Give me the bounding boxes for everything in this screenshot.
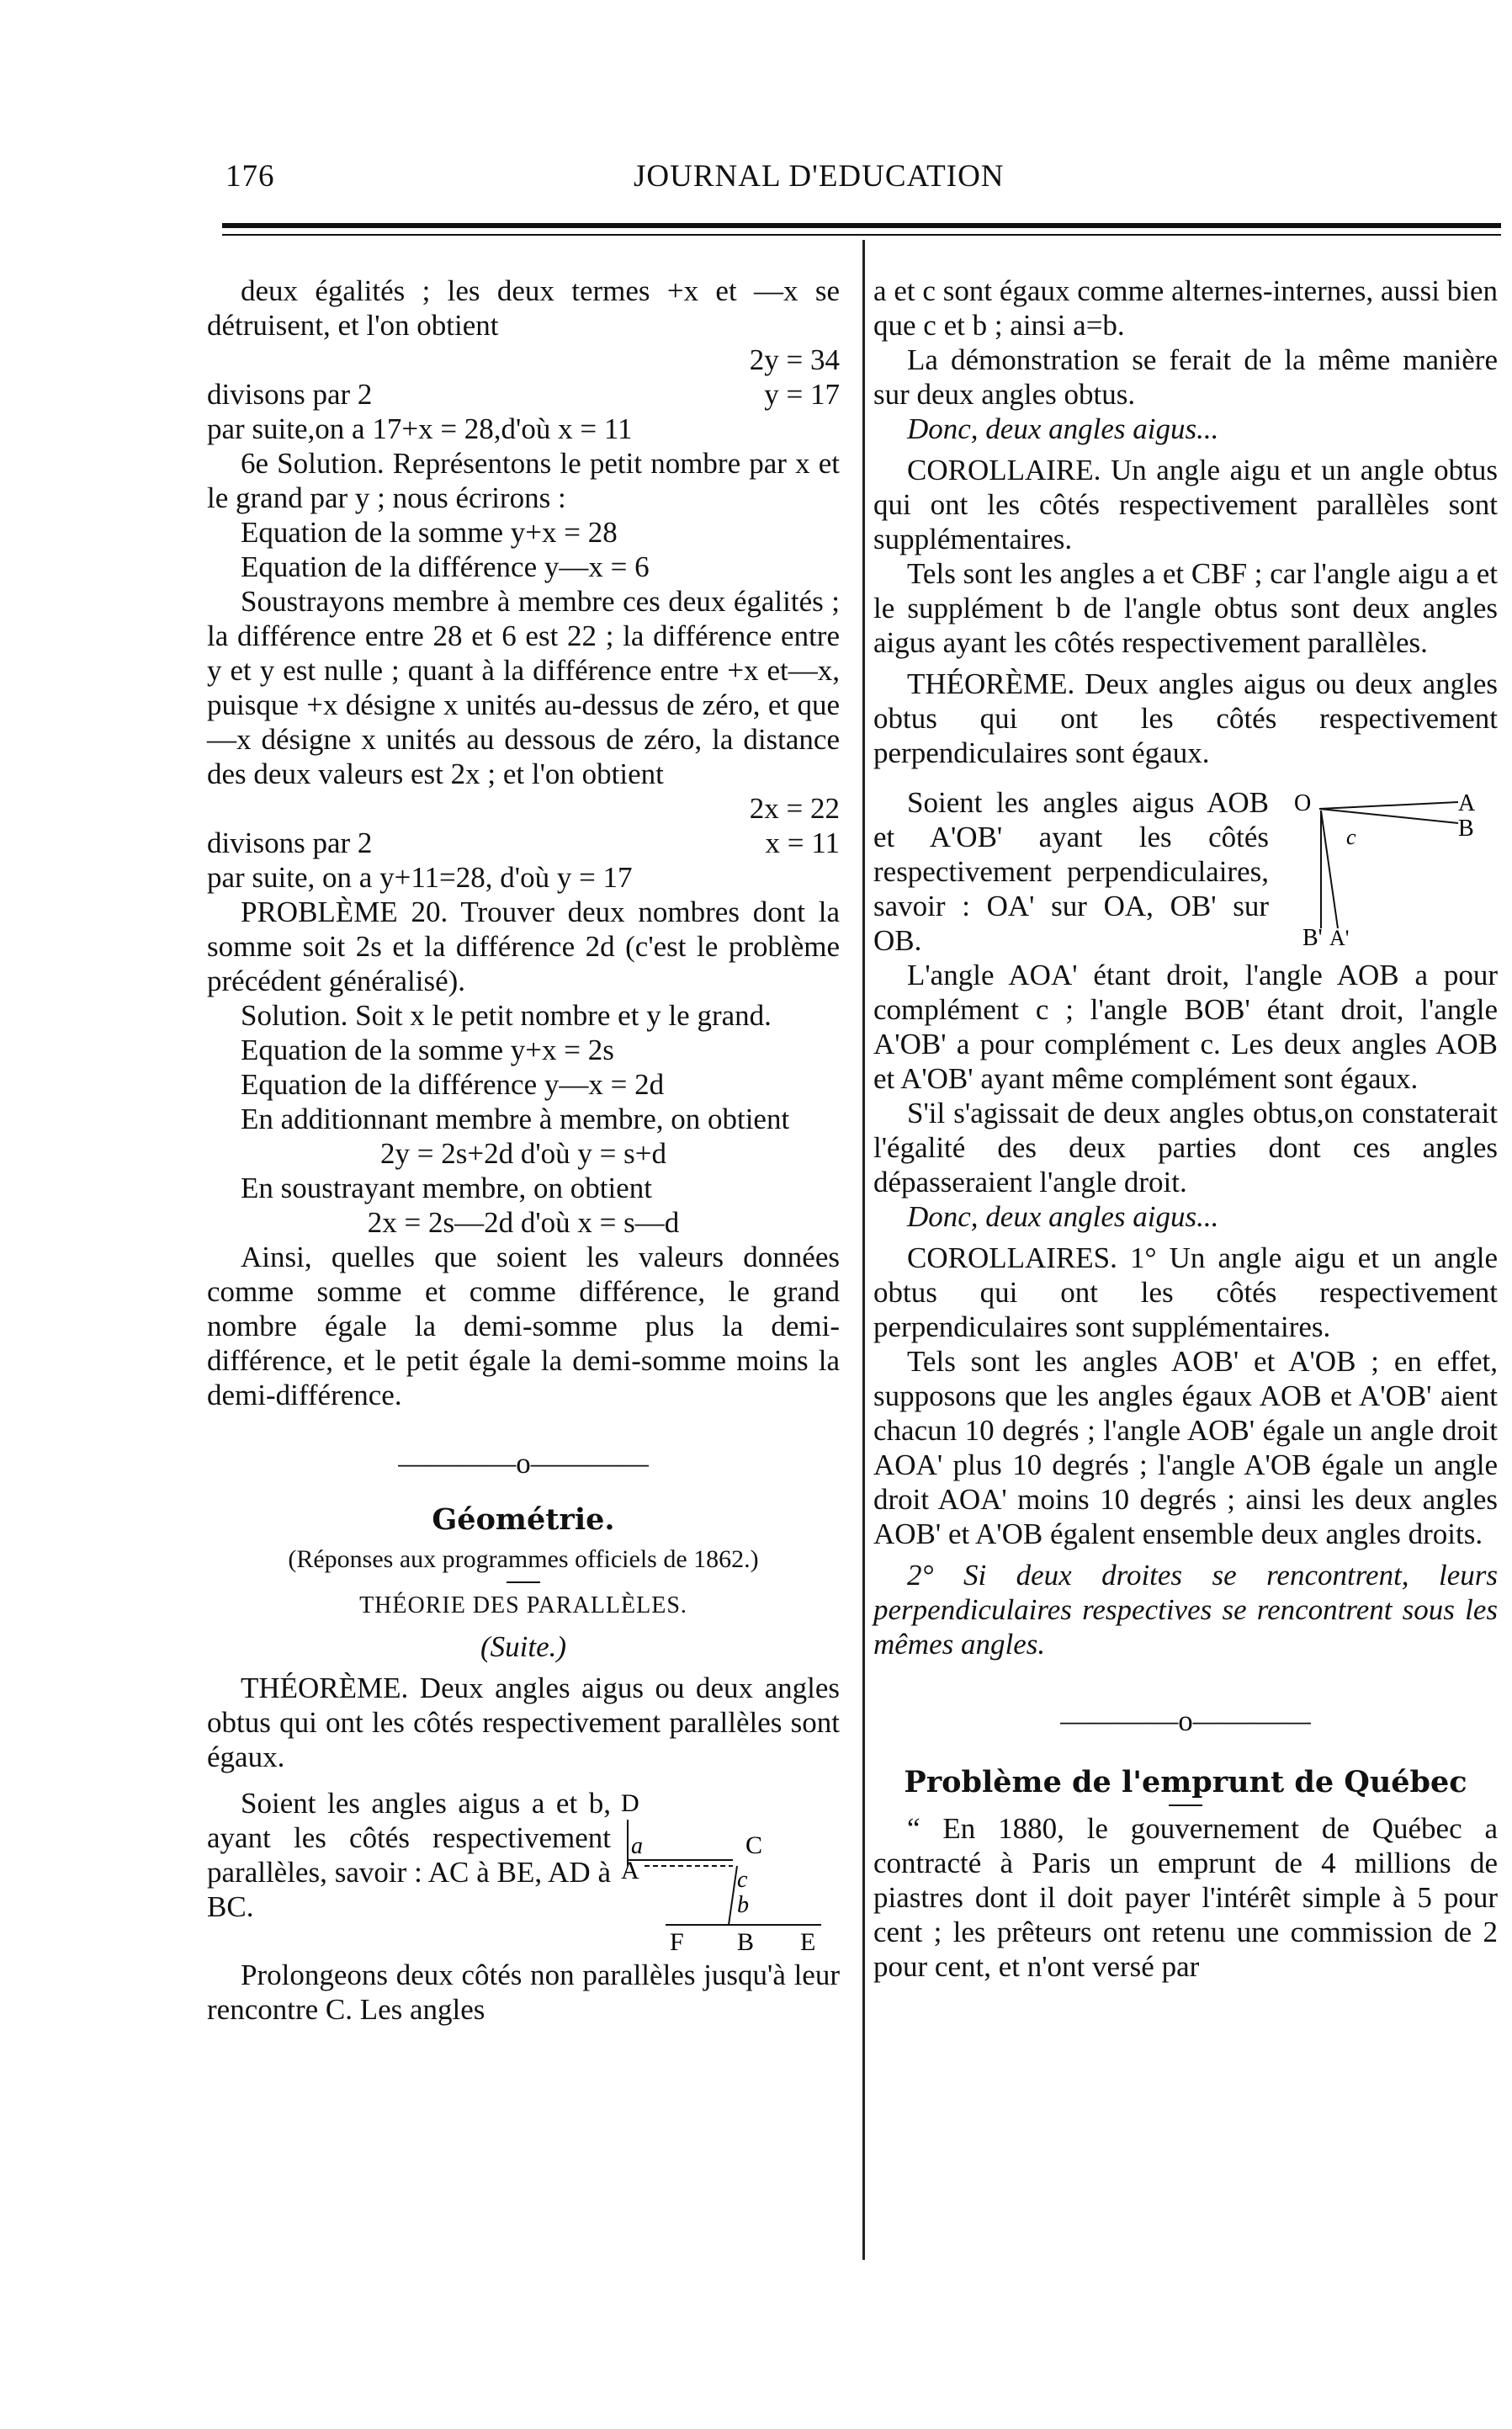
equation: 2x = 2s—2d d'où x = s—d: [367, 1206, 680, 1239]
paragraph: Donc, deux angles aigus...: [907, 1200, 1219, 1233]
fig-label: C: [745, 1831, 763, 1859]
figure-block: [207, 1786, 840, 1954]
page-number: 176: [225, 159, 275, 194]
divider: [1169, 1804, 1202, 1806]
fig-label: F: [670, 1928, 684, 1954]
fig-label: D: [621, 1789, 639, 1817]
right-column: [873, 274, 1498, 1984]
corollaries: COROLLAIRES. 1° Un angle aigu et un angle obtus qui ont les côtés respectivement perpendiculaires sont supplémentaires.: [873, 1241, 1498, 1343]
paragraph: Soient les angles aigus a et b, ayant les côtés respectivement parallèles, savoir : AC à BE, AD à BC.: [207, 1787, 611, 1923]
fig-label: A': [1329, 926, 1350, 950]
equation-row: [207, 826, 840, 860]
fig-label: B: [737, 1928, 755, 1954]
paragraph: deux égalités ; les deux termes +x et —x se détruisent, et l'on obtient: [207, 274, 840, 342]
fig-label: O: [1294, 790, 1312, 816]
paragraph: Soustrayons membre à membre ces deux égalités ; la différence entre 28 et 6 est 22 ; la différence entre y et y est nulle ; quant à la différence entre +x et—x, puisque +x désigne x unités au-dessus de zéro, et que —x désigne x unités au dessous de zéro, la distance des deux valeurs est 2x ; et l'on obtient: [207, 585, 840, 790]
fig-label: b: [737, 1892, 749, 1918]
equation: x = 11: [765, 826, 840, 859]
paragraph: La démonstration se ferait de la même manière sur deux angles obtus.: [873, 343, 1498, 411]
problem-20: PROBLÈME 20. Trouver deux nombres dont la somme soit 2s et la différence 2d (c'est le problème précédent généralisé).: [207, 896, 840, 997]
parallel-angles-figure: [611, 1786, 830, 1954]
paragraph: a et c sont égaux comme alternes-internes, aussi bien que c et b ; ainsi a=b.: [873, 274, 1498, 342]
paragraph: Ainsi, quelles que soient les valeurs données comme somme et comme différence, le grand nombre égale la demi-somme plus la demi-différence, et le petit égale la demi-somme moins la demi-différence.: [207, 1241, 840, 1411]
divider: [507, 1581, 540, 1583]
equation: Equation de la somme y+x = 28: [241, 516, 618, 549]
paragraph: En additionnant membre à membre, on obtient: [241, 1103, 790, 1135]
fig-label: E: [800, 1928, 816, 1954]
equation: Equation de la différence y—x = 6: [241, 550, 650, 583]
running-title: JOURNAL D'EDUCATION: [634, 159, 1005, 194]
column-divider: [862, 240, 865, 2260]
fig-label: A: [621, 1857, 639, 1884]
equation: 2x = 22: [749, 792, 840, 825]
paragraph: Tels sont les angles a et CBF ; car l'angle aigu a et le supplément b de l'angle obtus sont deux angles aigus ayant les côtés respectivement parallèles.: [873, 557, 1498, 659]
separator: ————o————: [1060, 1704, 1311, 1737]
text: divisons par 2: [207, 378, 373, 411]
page-header: [209, 158, 1504, 192]
paragraph: Prolongeons deux côtés non parallèles jusqu'à leur rencontre C. Les angles: [207, 1959, 840, 2026]
paragraph: Solution. Soit x le petit nombre et y le grand.: [241, 999, 772, 1032]
fig-label: B': [1302, 925, 1323, 951]
section-title: Géométrie.: [432, 1502, 615, 1537]
theorem: THÉORÈME. Deux angles aigus ou deux angles obtus qui ont les côtés respectivement perpendiculaires sont égaux.: [873, 667, 1498, 769]
section-title: Problème de l'emprunt de Québec: [904, 1765, 1467, 1799]
paragraph: Soient les angles aigus AOB et A'OB' ayant les côtés respectivement perpendiculaires, savoir : OA' sur OA, OB' sur OB.: [873, 786, 1269, 957]
paragraph: 6e Solution. Représentons le petit nombre par x et le grand par y ; nous écrirons :: [207, 447, 840, 514]
heading: (Suite.): [480, 1630, 567, 1663]
header-rule: [222, 223, 1501, 228]
paragraph: S'il s'agissait de deux angles obtus,on constaterait l'égalité des deux parties dont ces angles dépasseraient l'angle droit.: [873, 1097, 1498, 1199]
header-rule-thin: [222, 234, 1501, 236]
corollary: COROLLAIRE. Un angle aigu et un angle obtus qui ont les côtés respectivement parallèles sont supplémentaires.: [873, 454, 1498, 555]
separator: ————o————: [398, 1447, 649, 1480]
fig-label: B: [1458, 816, 1474, 842]
equation: Equation de la somme y+x = 2s: [241, 1034, 614, 1066]
equation-row: [207, 377, 840, 412]
equation: 2y = 2s+2d d'où y = s+d: [379, 1137, 666, 1170]
fig-label: c: [737, 1867, 748, 1893]
equation: y = 17: [764, 378, 840, 411]
fig-label: a: [631, 1833, 643, 1859]
paragraph: L'angle AOA' étant droit, l'angle AOB a pour complément c ; l'angle BOB' étant droit, l'angle A'OB' a pour complément c. Les deux angles AOB et A'OB' ayant même complément sont égaux.: [873, 959, 1498, 1095]
fig-label: c: [1346, 825, 1356, 849]
perpendicular-angles-figure: [1269, 785, 1488, 954]
figure-block: [873, 785, 1498, 958]
paragraph: par suite,on a 17+x = 28,d'où x = 11: [207, 412, 633, 445]
equation: 2y = 34: [749, 343, 840, 376]
paragraph: 2° Si deux droites se rencontrent, leurs perpendiculaires respectives se rencontrent sous les mêmes angles.: [873, 1559, 1498, 1661]
paragraph: par suite, on a y+11=28, d'où y = 17: [207, 861, 633, 894]
paragraph: Donc, deux angles aigus...: [907, 412, 1219, 445]
paragraph: “ En 1880, le gouvernement de Québec a contracté à Paris un emprunt de 4 millions de piastres dont il doit payer l'intérêt simple à 5 pour cent ; les prêteurs ont retenu une commission de 2 pour cent, et n'ont versé par: [873, 1812, 1498, 1983]
left-column: [207, 274, 840, 2027]
heading: THÉORIE DES PARALLÈLES.: [359, 1592, 687, 1618]
subtitle: (Réponses aux programmes officiels de 1862.): [288, 1545, 759, 1573]
equation: Equation de la différence y—x = 2d: [241, 1068, 665, 1101]
paragraph: En soustrayant membre, on obtient: [241, 1172, 652, 1204]
text: divisons par 2: [207, 826, 373, 859]
fig-label: A: [1458, 790, 1476, 816]
theorem: THÉORÈME. Deux angles aigus ou deux angles obtus qui ont les côtés respectivement parallèles sont égaux.: [207, 1672, 840, 1773]
paragraph: Tels sont les angles AOB' et A'OB ; en effet, supposons que les angles égaux AOB et A'OB' aient chacun 10 degrés ; l'angle AOB' égale un angle droit AOA' plus 10 degrés ; l'angle A'OB égale un angle droit AOA' moins 10 degrés ; ainsi les deux angles AOB' et A'OB égalent ensemble deux angles droits.: [873, 1345, 1498, 1550]
